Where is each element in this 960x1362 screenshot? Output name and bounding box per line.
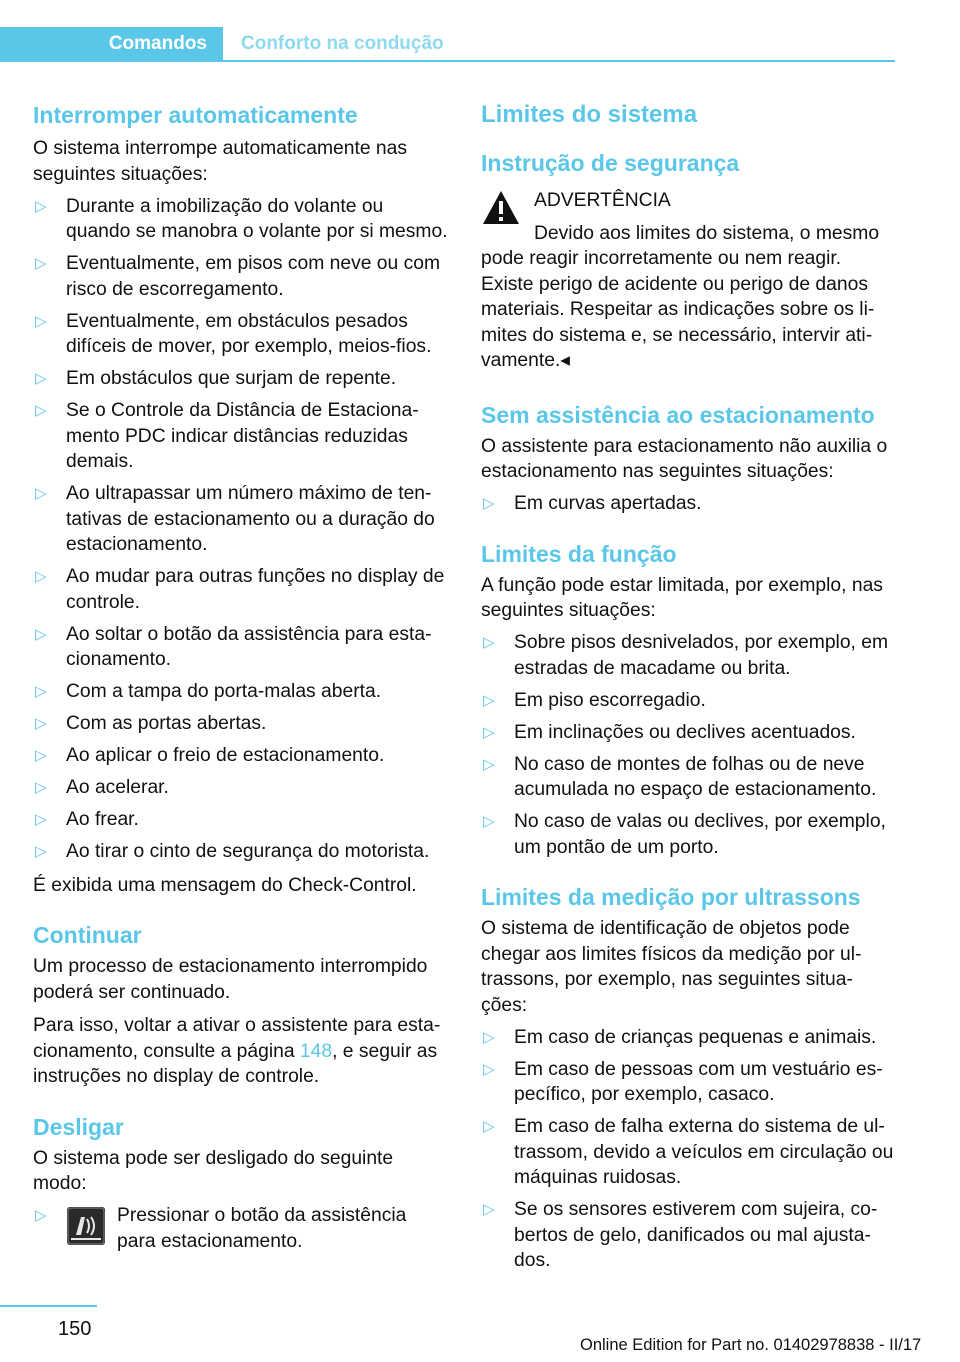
- section-title-sem-assistencia: Sem assistência ao estacionamento: [481, 401, 875, 428]
- list-item: [33, 807, 448, 833]
- list-item: [33, 775, 448, 801]
- bullet-icon: ▷: [35, 811, 47, 828]
- list-item-text: Ao soltar o botão da assistência para esta-cionamento.: [66, 623, 432, 670]
- list-item: [33, 309, 448, 360]
- bullet-list: [33, 1203, 448, 1255]
- bullet-icon: ▷: [483, 1201, 495, 1218]
- list-item-text: Em caso de pessoas com um vestuário es-pecífico, por exemplo, casaco.: [514, 1058, 883, 1105]
- list-item-text: Se os sensores estiverem com sujeira, co-bertos de gelo, danificados ou mal ajusta-dos.: [514, 1199, 878, 1271]
- warning-label: ADVERTÊNCIA: [534, 190, 671, 211]
- list-item-text: Ao tirar o cinto de segurança do motorista.: [66, 841, 430, 862]
- list-item: [33, 679, 448, 705]
- bullet-icon: ▷: [35, 683, 47, 700]
- bullet-icon: ▷: [483, 495, 495, 512]
- list-item: [33, 251, 448, 302]
- bullet-icon: ▷: [35, 312, 47, 330]
- paragraph: É exibida uma mensagem do Check-Control.: [33, 874, 417, 896]
- list-item-text: Se o Controle da Distância de Estaciona-mento PDC indicar distâncias reduzidas demais.: [66, 400, 419, 472]
- list-item-text: No caso de valas ou declives, por exemplo, um pontão de um porto.: [514, 811, 886, 858]
- bullet-list: [481, 630, 897, 860]
- bullet-icon: ▷: [35, 779, 47, 796]
- list-item-text: Em inclinações ou declives acentuados.: [514, 721, 856, 743]
- list-item: [33, 564, 448, 615]
- paragraph: A função pode estar limitada, por exemplo, nas seguintes situações:: [481, 574, 883, 621]
- list-item-text: Ao ultrapassar um número máximo de ten-tativas de estacionamento ou a duração do estacionamento.: [66, 483, 435, 555]
- list-item: [33, 743, 448, 769]
- bullet-list: [481, 491, 897, 517]
- bullet-icon: ▷: [35, 370, 47, 387]
- bullet-icon: ▷: [35, 843, 47, 860]
- paragraph: O sistema interrompe automaticamente nas seguintes situações:: [33, 138, 408, 185]
- list-item-text: Eventualmente, em pisos com neve ou com risco de escorregamento.: [66, 253, 441, 300]
- header-tab-comandos[interactable]: Comandos: [0, 27, 223, 61]
- list-item: [481, 630, 897, 681]
- bullet-icon: ▷: [483, 634, 495, 651]
- section-title-interromper: Interromper automaticamente: [33, 102, 358, 128]
- paragraph: O sistema de identificação de objetos pode chegar aos limites físicos da medição por ul-trassons, por exemplo, nas seguintes situa-ções:: [481, 918, 862, 1016]
- page-number: 150: [58, 1318, 92, 1340]
- list-item: [33, 622, 448, 673]
- bullet-icon: ▷: [483, 691, 495, 709]
- list-item-text: Ao aplicar o freio de estacionamento.: [66, 745, 385, 766]
- list-item-text: Em caso de falha externa do sistema de ul-trassom, devido a veículos em circulação ou máquinas ruidosas.: [514, 1116, 894, 1188]
- bullet-icon: ▷: [35, 402, 47, 419]
- bullet-icon: ▷: [483, 755, 495, 773]
- list-item: ▷ Pressionar o botão da assistência para estacionamento.: [35, 1205, 407, 1252]
- bullet-icon: ▷: [35, 625, 47, 643]
- bullet-icon: ▷: [35, 715, 47, 732]
- parking-assist-button-icon: [67, 1207, 105, 1245]
- bullet-icon: ▷: [35, 255, 47, 272]
- bullet-list: [33, 194, 448, 865]
- list-item: [33, 366, 448, 392]
- warning-text: Devido aos limites do sistema, o mesmo pode reagir incorretamente ou nem reagir. Existe perigo de acidente ou perigo de danos materiais. Respeitar as indicações sobre os li-mites do sistema e, se necessário, intervir ati-vamente.◂: [481, 222, 880, 371]
- list-item: [481, 809, 897, 860]
- list-item-text: Eventualmente, em obstáculos pesados difíceis de mover, por exemplo, meios-fios.: [66, 310, 432, 357]
- list-item: [481, 720, 897, 746]
- paragraph: O sistema pode ser desligado do seguinte modo:: [33, 1147, 394, 1194]
- bullet-icon: ▷: [35, 1207, 47, 1224]
- bullet-list: [481, 1025, 897, 1274]
- list-item: [481, 1025, 897, 1051]
- section-title-limites-funcao: Limites da função: [481, 540, 677, 567]
- list-item-text: Ao frear.: [66, 809, 139, 830]
- list-item: [481, 752, 897, 803]
- list-item: [481, 1114, 897, 1191]
- list-item-text: Sobre pisos desnivelados, por exemplo, em estradas de macadame ou brita.: [514, 632, 889, 679]
- paragraph: Para isso, voltar a ativar o assistente para esta-cionamento, consulte a página 148, e seguir as instruções no display de controle.: [33, 1015, 441, 1087]
- bullet-icon: ▷: [483, 1060, 495, 1078]
- footer-rule: [0, 1305, 97, 1307]
- page-link[interactable]: 148: [299, 1040, 333, 1062]
- bullet-icon: ▷: [483, 1028, 495, 1046]
- list-item: [481, 1057, 897, 1108]
- list-item: [33, 398, 448, 475]
- section-title-limites-medicao: Limites da medição por ultrassons: [481, 884, 861, 910]
- warning-block: [481, 188, 897, 374]
- bullet-icon: ▷: [35, 747, 47, 764]
- list-item-text: Em curvas apertadas.: [514, 493, 702, 514]
- list-item-text: Em caso de crianças pequenas e animais.: [514, 1026, 877, 1048]
- list-item-text: Ao mudar para outras funções no display de controle.: [66, 566, 445, 613]
- list-item: [33, 194, 448, 245]
- warning-triangle-icon: [481, 188, 521, 228]
- header-tab-conforto[interactable]: Conforto na condução: [241, 33, 444, 54]
- bullet-icon: ▷: [483, 1118, 495, 1135]
- section-title-continuar: Continuar: [33, 922, 142, 948]
- left-column: [33, 100, 448, 1255]
- list-item-text: Com a tampa do porta-malas aberta.: [66, 681, 382, 702]
- bullet-icon: ▷: [35, 485, 47, 502]
- list-item: [33, 481, 448, 558]
- list-item-text: Ao acelerar.: [66, 777, 169, 798]
- list-item: [481, 1197, 897, 1274]
- list-item-text: No caso de montes de folhas ou de neve acumulada no espaço de estacionamento.: [514, 753, 877, 800]
- section-title-limites-sistema: Limites do sistema: [481, 101, 698, 128]
- paragraph: O assistente para estacionamento não auxilia o estacionamento nas seguintes situações:: [481, 435, 888, 482]
- bullet-icon: ▷: [35, 197, 47, 215]
- list-item-text: Durante a imobilização do volante ou quando se manobra o volante por si mesmo.: [66, 195, 448, 242]
- list-item: [33, 711, 448, 737]
- list-item: [33, 839, 448, 865]
- bullet-icon: ▷: [483, 813, 495, 830]
- section-title-desligar: Desligar: [33, 1113, 124, 1140]
- paragraph: Um processo de estacionamento interrompido poderá ser continuado.: [33, 956, 428, 1003]
- list-item: [481, 491, 897, 517]
- edition-note: Online Edition for Part no. 01402978838 - II/17: [580, 1336, 922, 1354]
- list-item-text: Em piso escorregadio.: [514, 689, 706, 711]
- right-column: [481, 100, 897, 1274]
- bullet-icon: ▷: [35, 568, 47, 585]
- section-title-instrucao-seguranca: Instrução de segurança: [481, 150, 740, 176]
- list-item: [481, 688, 897, 714]
- bullet-icon: ▷: [483, 723, 495, 741]
- list-item-text: Em obstáculos que surjam de repente.: [66, 368, 397, 389]
- list-item-text: Com as portas abertas.: [66, 713, 267, 734]
